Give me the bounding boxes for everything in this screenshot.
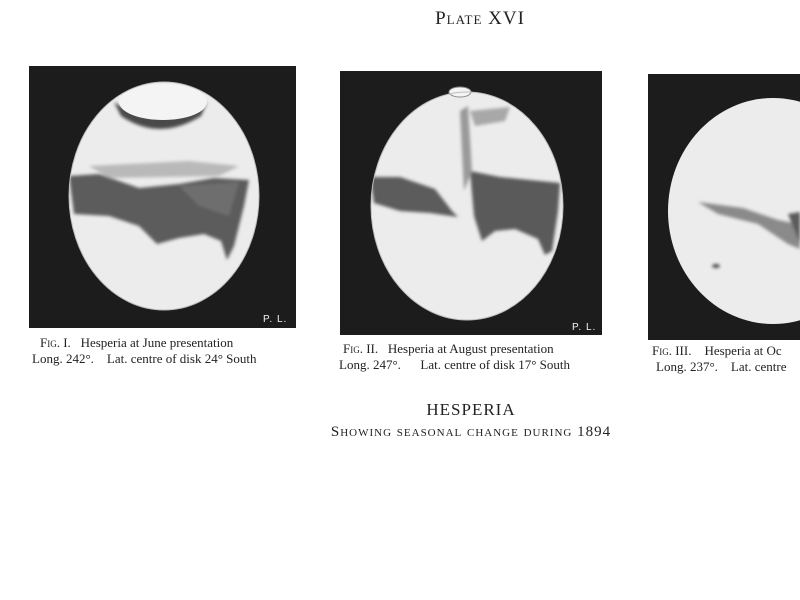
plate-heading: HESPERIA bbox=[426, 400, 516, 419]
figure-1-caption bbox=[32, 335, 257, 367]
figure-longitude: Long. 247°. bbox=[339, 357, 401, 372]
figure-1-drawing bbox=[29, 66, 296, 328]
polar-cap bbox=[119, 84, 207, 120]
plate-title: Plate XVI bbox=[435, 8, 525, 29]
artist-initials: P. L. bbox=[572, 322, 597, 333]
figure-latitude: Lat. centre of disk 24° South bbox=[106, 351, 257, 366]
figure-title: Hesperia at Oc bbox=[704, 343, 782, 358]
figure-latitude: Lat. centre of disk 17° South bbox=[420, 357, 571, 372]
figure-3-drawing bbox=[648, 74, 800, 340]
figure-label: Fig. II. bbox=[343, 341, 379, 356]
figure-title: Hesperia at June presentation bbox=[80, 335, 234, 350]
figure-label: Fig. I. bbox=[40, 335, 71, 350]
figure-longitude: Long. 242°. bbox=[32, 351, 94, 366]
figure-label: Fig. III. bbox=[652, 343, 692, 358]
figure-title: Hesperia at August presentation bbox=[387, 341, 554, 356]
plate-subheading: Showing seasonal change during 1894 bbox=[330, 424, 612, 440]
figure-longitude: Long. 237°. bbox=[656, 359, 718, 374]
artist-initials: P. L. bbox=[263, 314, 288, 325]
figure-3-caption bbox=[652, 343, 786, 375]
figure-2-caption bbox=[339, 341, 571, 373]
figure-2-drawing bbox=[340, 71, 602, 335]
figure-latitude: Lat. centre bbox=[730, 359, 787, 374]
